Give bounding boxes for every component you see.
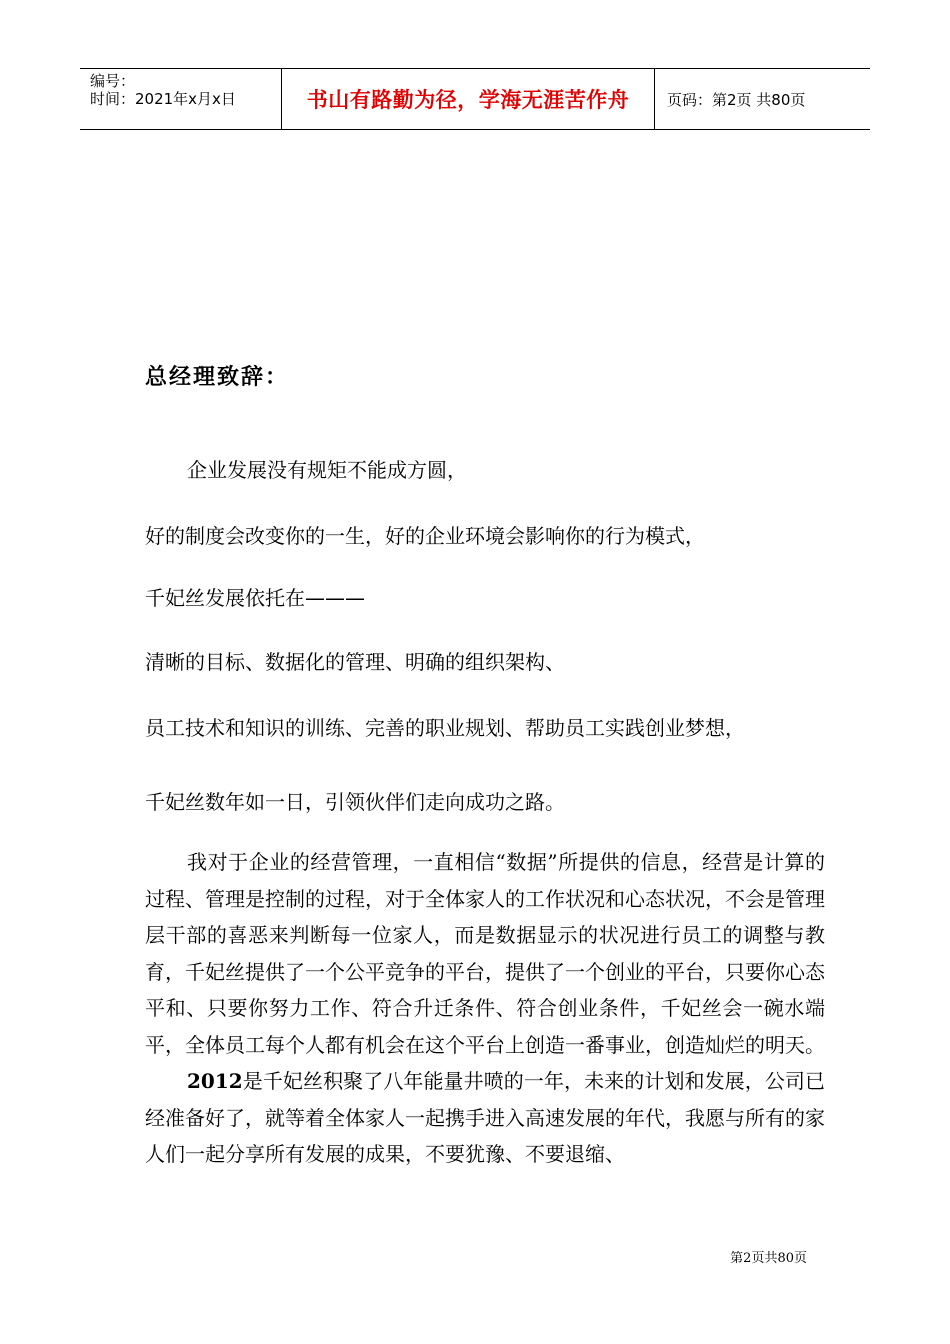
body-line-1: 企业发展没有规矩不能成方圆， xyxy=(187,458,467,482)
body-paragraph-2 xyxy=(145,1063,825,1173)
paragraph-year: 2012 xyxy=(187,1069,243,1093)
paragraph-2-text: 是千妃丝积聚了八年能量井喷的一年，未来的计划和发展，公司已经准备好了，就等着全体家人一起携手进入高速发展的年代，我愿与所有的家人们一起分享所有发展的成果，不要犹豫、不要退缩、 xyxy=(145,1069,825,1166)
body-line-2: 好的制度会改变你的一生，好的企业环境会影响你的行为模式， xyxy=(145,524,705,548)
header-table xyxy=(80,68,870,130)
document-date: 时间：2021年x月x日 xyxy=(90,90,236,108)
body-line-5: 员工技术和知识的训练、完善的职业规划、帮助员工实践创业梦想， xyxy=(145,716,745,740)
body-line-6: 千妃丝数年如一日，引领伙伴们走向成功之路。 xyxy=(145,790,565,814)
header-page-number: 页码：第2页 共80页 xyxy=(667,90,806,109)
footer-page-number: 第2页共80页 xyxy=(730,1251,807,1266)
header-motto-cell xyxy=(282,69,655,129)
body-line-3: 千妃丝发展依托在——— xyxy=(145,586,365,610)
body-line-4: 清晰的目标、数据化的管理、明确的组织架构、 xyxy=(145,650,565,674)
header-motto: 书山有路勤为径，学海无涯苦作舟 xyxy=(306,88,630,112)
document-number-label: 编号： xyxy=(90,72,136,90)
section-heading: 总经理致辞： xyxy=(145,364,290,390)
body-paragraph-1: 我对于企业的经营管理，一直相信“数据”所提供的信息，经营是计算的过程、管理是控制的过程，对于全体家人的工作状况和心态状况，不会是管理层干部的喜恶来判断每一位家人，而是数据显示的状况进行员工的调整与教育，千妃丝提供了一个公平竞争的平台，提供了一个创业的平台，只要你心态平和、只要你努力工作、符合升迁条件、符合创业条件，千妃丝会一碗水端平，全体员工每个人都有机会在这个平台上创造一番事业，创造灿烂的明天。 xyxy=(145,850,825,1057)
header-meta-cell xyxy=(80,69,282,129)
document-body xyxy=(145,360,825,1173)
header-page-cell xyxy=(655,69,870,129)
